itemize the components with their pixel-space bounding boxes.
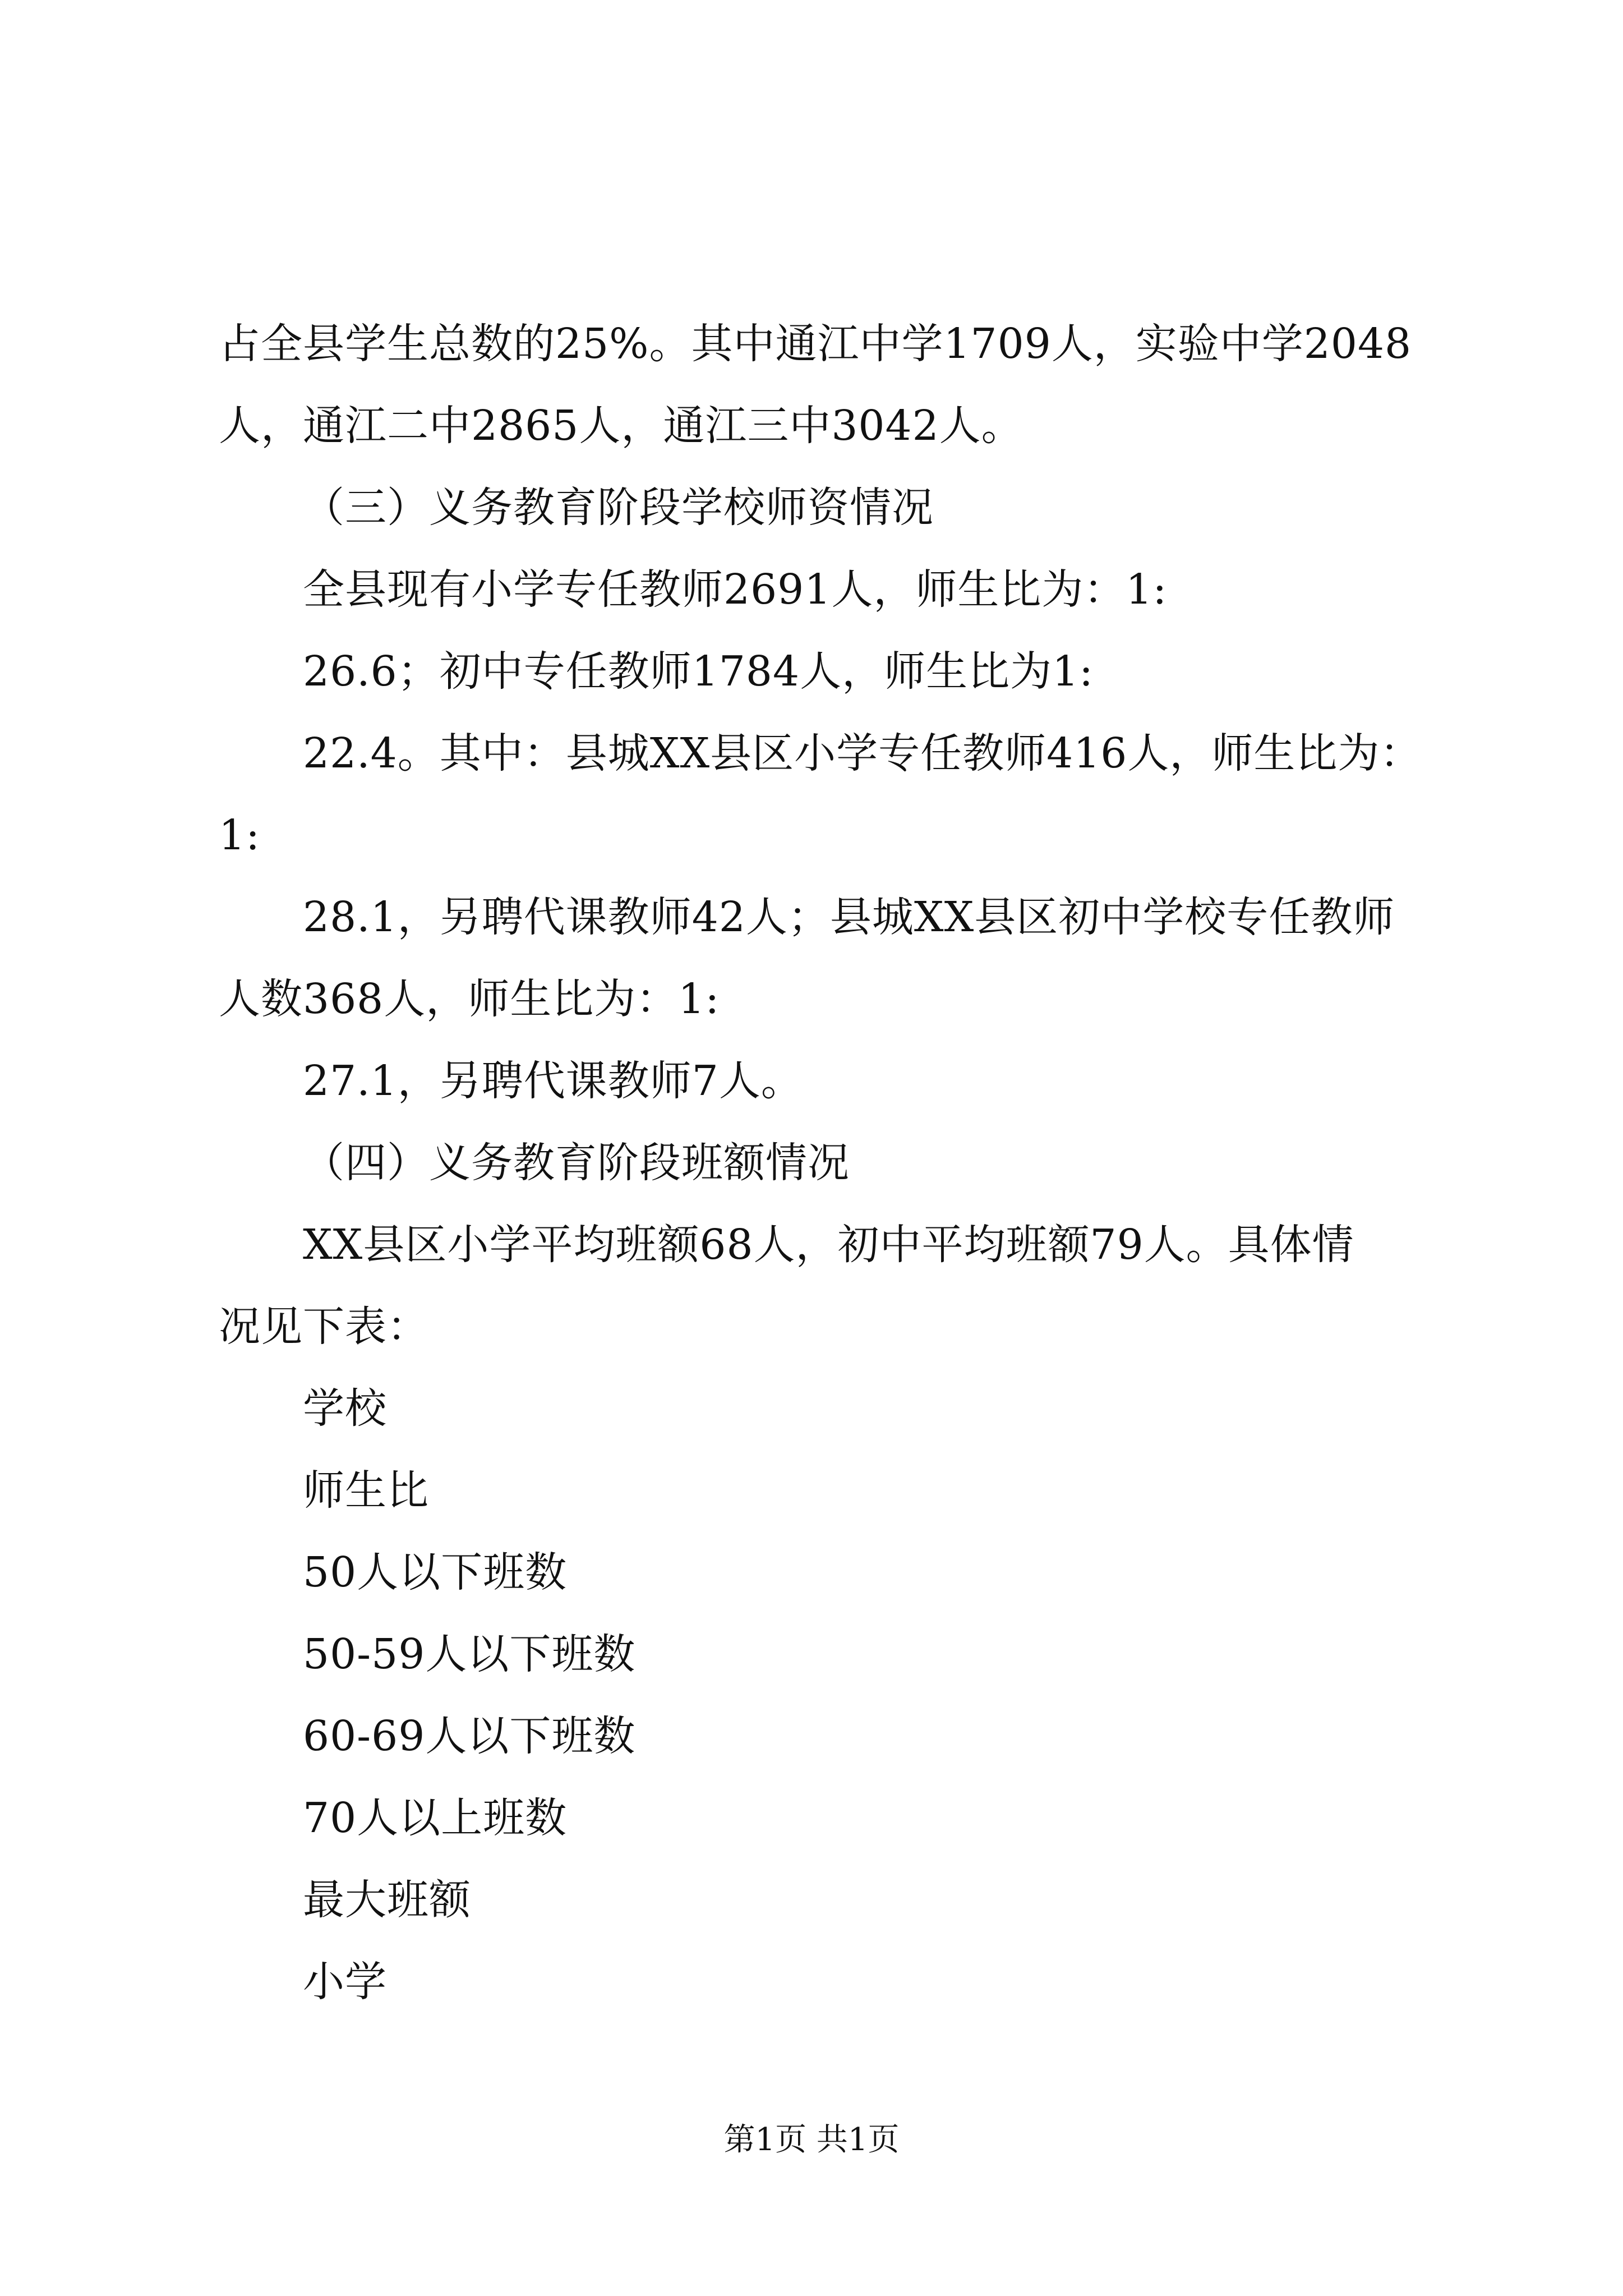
- table-cell-label: 最大班额: [303, 1876, 471, 1924]
- section-heading: （四）义务教育阶段班额情况: [303, 1139, 850, 1187]
- text-line: 1:: [219, 811, 261, 859]
- text-line: 28.1，另聘代课教师42人；县城XX县区初中学校专任教师: [303, 893, 1395, 941]
- table-cell-label: 师生比: [303, 1466, 429, 1515]
- table-cell-label: 小学: [303, 1958, 387, 2006]
- table-cell-label: 50-59人以下班数: [303, 1630, 636, 1678]
- text-line: XX县区小学平均班额68人，初中平均班额79人。具体情: [303, 1221, 1354, 1269]
- text-line: 占全县学生总数的25%。其中通江中学1709人，实验中学2048: [219, 320, 1412, 368]
- text-line: 26.6；初中专任教师1784人，师生比为1:: [303, 647, 1094, 696]
- table-cell-label: 学校: [303, 1384, 387, 1433]
- text-line: 况见下表：: [219, 1303, 429, 1351]
- text-line: 人数368人，师生比为：1:: [219, 975, 720, 1023]
- text-line: 27.1，另聘代课教师7人。: [303, 1057, 803, 1105]
- table-cell-label: 60-69人以下班数: [303, 1712, 636, 1760]
- text-line: 人，通江二中2865人，通江三中3042人。: [219, 402, 1023, 450]
- section-heading: （三）义务教育阶段学校师资情况: [303, 484, 934, 532]
- table-cell-label: 50人以下班数: [303, 1548, 568, 1596]
- document-body: [219, 303, 1430, 2023]
- table-cell-label: 70人以上班数: [303, 1794, 568, 1842]
- page-footer: 第1页 共1页: [723, 2122, 900, 2158]
- text-line: 22.4。其中：县城XX县区小学专任教师416人，师生比为：: [303, 729, 1422, 777]
- text-line: 全县现有小学专任教师2691人，师生比为：1:: [303, 565, 1168, 614]
